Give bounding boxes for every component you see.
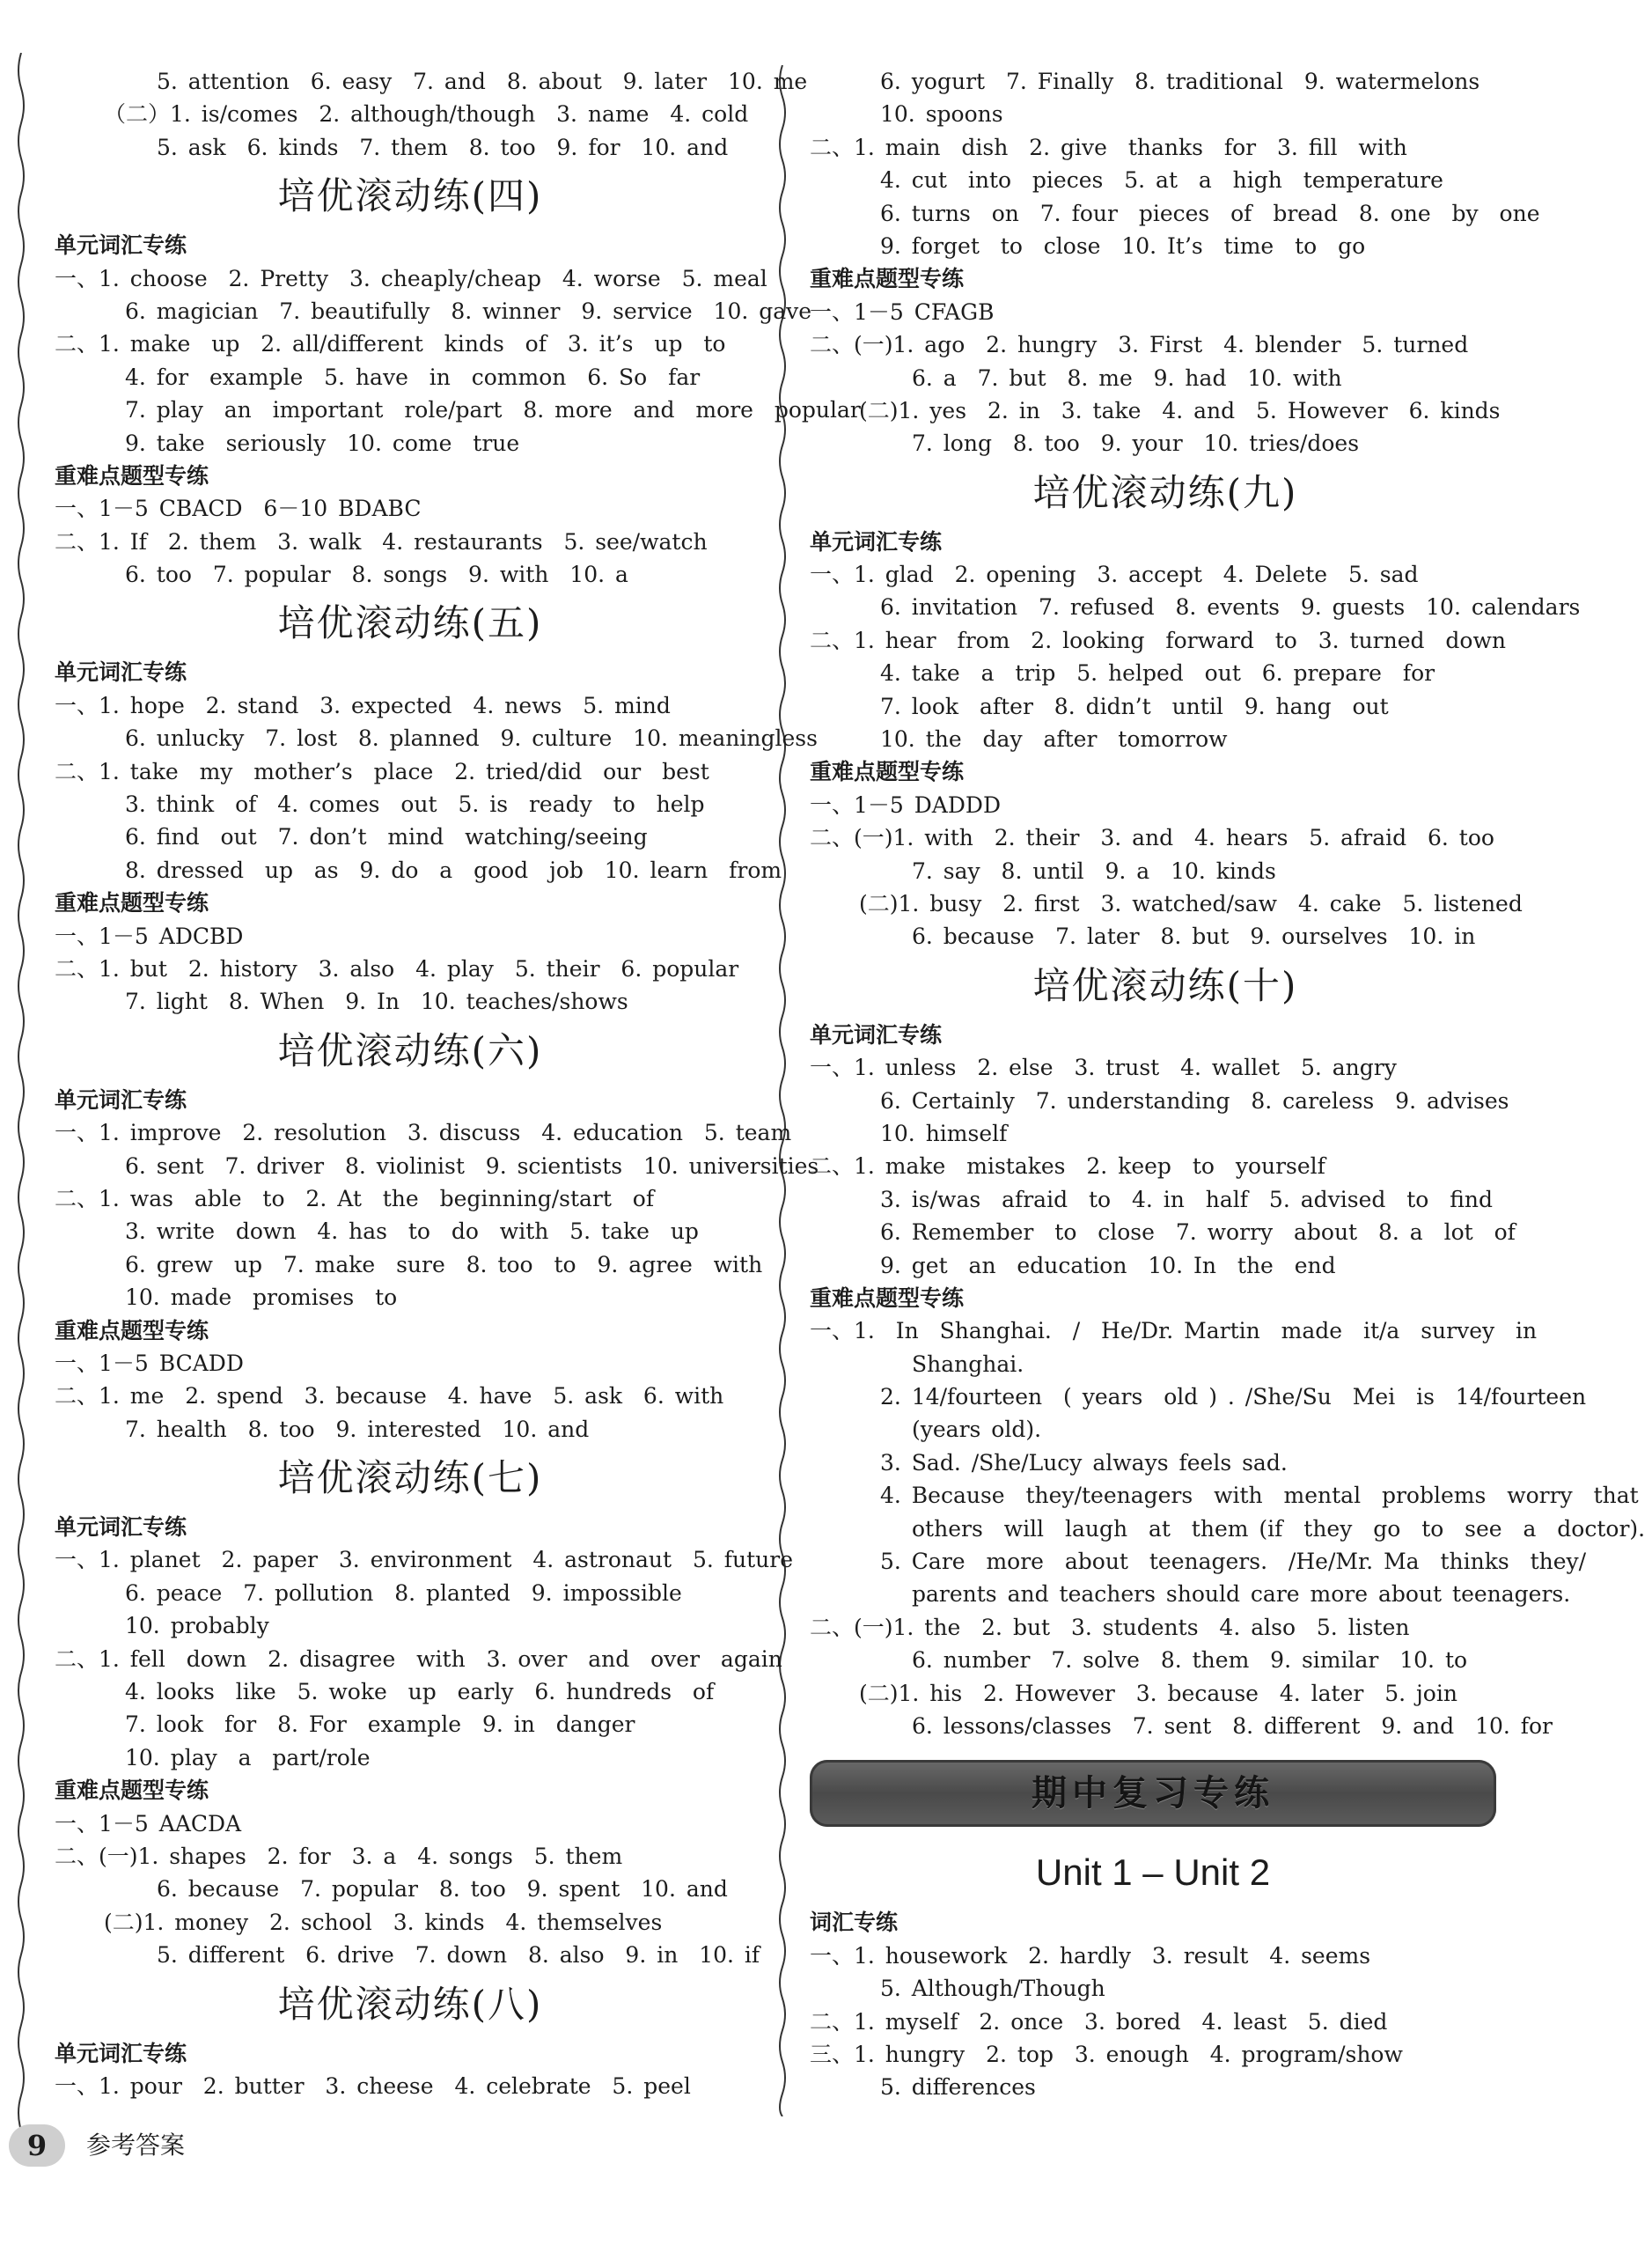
answer-line: 二、(一)1. the 2. but 3. students 4. also 5. listen bbox=[810, 1614, 1410, 1640]
answer-line: 8. dressed up as 9. do a good job 10. learn from bbox=[125, 857, 782, 883]
answer-line: 一、1. glad 2. opening 3. accept 4. Delete 5. sad bbox=[810, 562, 1419, 588]
answer-line: 10. probably bbox=[125, 1613, 269, 1639]
answer-line: 6. magician 7. beautifully 8. winner 9. service 10. gave bbox=[125, 298, 812, 324]
answer-line: 5. differences bbox=[880, 2074, 1036, 2101]
section-title-6: 培优滚动练(六) bbox=[277, 1028, 543, 1072]
answer-line: 10. himself bbox=[880, 1120, 1008, 1146]
subsection-heading: 单元词汇专练 bbox=[810, 528, 943, 555]
answer-line: 6. lessons/classes 7. sent 8. different 9. and 10. for bbox=[912, 1712, 1553, 1739]
subsection-heading: 单元词汇专练 bbox=[55, 232, 187, 259]
answer-line: parents and teachers should care more about teenagers. bbox=[912, 1581, 1571, 1608]
subsection-heading: 重难点题型专练 bbox=[55, 890, 209, 916]
answer-line: 二、1. main dish 2. give thanks for 3. fill with bbox=[810, 134, 1407, 160]
answer-line: 7. light 8. When 9. In 10. teaches/shows bbox=[125, 989, 628, 1015]
answer-line: 2. 14/fourteen ( years old ) . /She/Su Mei is 14/fourteen bbox=[880, 1384, 1587, 1410]
subsection-heading: 单元词汇专练 bbox=[810, 1021, 943, 1048]
footer-label: 参考答案 bbox=[86, 2131, 186, 2160]
answer-line: 7. health 8. too 9. interested 10. and bbox=[125, 1416, 590, 1442]
section-title-8: 培优滚动练(八) bbox=[277, 1982, 543, 2026]
answer-line: 一、1－5 ADCBD bbox=[55, 923, 244, 949]
answer-line: 7. look after 8. didn’t until 9. hang out bbox=[880, 693, 1389, 719]
answer-line: 5. Although/Though bbox=[880, 1976, 1105, 2002]
subsection-heading: 重难点题型专练 bbox=[55, 1317, 209, 1343]
subsection-heading: 单元词汇专练 bbox=[55, 659, 187, 686]
answer-line: others will laugh at them (if they go to see a doctor). bbox=[912, 1515, 1646, 1542]
answer-line: 三、1. hungry 2. top 3. enough 4. program/show bbox=[810, 2041, 1403, 2067]
answer-line: 一、1. pour 2. butter 3. cheese 4. celebrate 5. peel bbox=[55, 2072, 691, 2099]
answer-line: 6. unlucky 7. lost 8. planned 9. culture 10. meaningless bbox=[125, 725, 818, 752]
answer-line: 二、1. take my mother’s place 2. tried/did our best bbox=[55, 758, 709, 784]
answer-line: 3. is/was afraid to 4. in half 5. advised to find bbox=[880, 1186, 1494, 1212]
section-title-9: 培优滚动练(九) bbox=[1032, 470, 1298, 514]
answer-line: 一、1－5 AACDA bbox=[55, 1810, 242, 1836]
answer-line: 二、1. make mistakes 2. keep to yourself bbox=[810, 1153, 1325, 1180]
answer-line: 一、1. choose 2. Pretty 3. cheaply/cheap 4. worse 5. meal bbox=[55, 265, 767, 291]
answer-line: Shanghai. bbox=[912, 1351, 1024, 1377]
answer-line: 7. say 8. until 9. a 10. kinds bbox=[912, 858, 1276, 884]
subsection-heading: 单元词汇专练 bbox=[55, 1514, 187, 1541]
answer-line: 二、(一)1. ago 2. hungry 3. First 4. blender 5. turned bbox=[810, 332, 1469, 358]
answer-line: 4. cut into pieces 5. at a high temperature bbox=[880, 167, 1443, 194]
answer-line: 6. yogurt 7. Finally 8. traditional 9. watermelons bbox=[880, 69, 1480, 94]
answer-line: 一、1. hope 2. stand 3. expected 4. news 5. mind bbox=[55, 692, 671, 718]
answer-line: 二、1. fell down 2. disagree with 3. over and over again bbox=[55, 1645, 782, 1672]
midterm-banner bbox=[810, 1760, 1496, 1827]
answer-line: 二、1. but 2. history 3. also 4. play 5. their 6. popular bbox=[55, 955, 739, 982]
answer-line: 6. Remember to close 7. worry about 8. a lot of bbox=[880, 1219, 1516, 1246]
answer-line: 4. for example 5. have in common 6. So far bbox=[125, 364, 701, 390]
left-column bbox=[55, 65, 861, 2102]
subsection-heading: 单元词汇专练 bbox=[55, 2040, 187, 2066]
answer-line: 一、1. housework 2. hardly 3. result 4. seems bbox=[810, 1942, 1371, 1969]
answer-line: 一、1－5 BCADD bbox=[55, 1350, 244, 1376]
subsection-heading: 重难点题型专练 bbox=[810, 1284, 965, 1311]
answer-line: 6. number 7. solve 8. them 9. similar 10. to bbox=[912, 1647, 1468, 1674]
answer-line: 6. a 7. but 8. me 9. had 10. with bbox=[912, 364, 1342, 391]
answer-line: 10. play a part/role bbox=[125, 1744, 371, 1770]
column-divider bbox=[777, 65, 788, 2116]
subsection-heading: 单元词汇专练 bbox=[55, 1086, 187, 1113]
answer-line: 5. attention 6. easy 7. and 8. about 9. later 10. me bbox=[157, 69, 808, 94]
answer-line: (years old). bbox=[912, 1417, 1042, 1443]
answer-line: 一、1－5 CBACD 6－10 BDABC bbox=[55, 496, 422, 522]
answer-line: 7. play an important role/part 8. more and more popular bbox=[125, 397, 861, 423]
subsection-heading: 重难点题型专练 bbox=[55, 462, 209, 489]
answer-line: 6. because 7. popular 8. too 9. spent 10. and bbox=[157, 1876, 728, 1903]
answer-line: 6. find out 7. don’t mind watching/seeing bbox=[125, 824, 648, 850]
answer-line: 3. think of 4. comes out 5. is ready to help bbox=[125, 791, 705, 818]
answer-line: 4. looks like 5. woke up early 6. hundreds of bbox=[125, 1679, 715, 1705]
answer-line: 3. write down 4. has to do with 5. take up bbox=[125, 1218, 699, 1245]
answer-line: 一、1. improve 2. resolution 3. discuss 4. education 5. team bbox=[55, 1120, 792, 1146]
answer-line: 3. Sad. /She/Lucy always feels sad. bbox=[880, 1449, 1288, 1476]
subsection-heading: 重难点题型专练 bbox=[810, 759, 965, 785]
answer-line: (二)1. yes 2. in 3. take 4. and 5. However 6. kinds bbox=[859, 397, 1501, 423]
answer-line: 5. ask 6. kinds 7. them 8. too 9. for 10. and bbox=[157, 134, 729, 160]
answer-line: 6. because 7. later 8. but 9. ourselves 10. in bbox=[912, 924, 1476, 950]
midterm-banner-text: 期中复习专练 bbox=[1032, 1773, 1274, 1814]
answer-line: 一、1－5 CFAGB bbox=[810, 298, 995, 325]
page-number: 9 bbox=[9, 2124, 65, 2167]
answer-line: （二）1. is/comes 2. although/though 3. name 4. cold bbox=[104, 101, 749, 128]
answer-line: 二、1. myself 2. once 3. bored 4. least 5. died bbox=[810, 2008, 1388, 2035]
section-title-7: 培优滚动练(七) bbox=[277, 1456, 543, 1500]
answer-line: 二、(一)1. shapes 2. for 3. a 4. songs 5. them bbox=[55, 1843, 623, 1869]
page-footer bbox=[0, 2117, 352, 2170]
subsection-heading: 重难点题型专练 bbox=[810, 266, 965, 292]
answer-line: 6. turns on 7. four pieces of bread 8. one by one bbox=[880, 200, 1540, 226]
section-title-4: 培优滚动练(四) bbox=[277, 174, 543, 218]
answer-line: 二、1. If 2. them 3. walk 4. restaurants 5. see/watch bbox=[55, 528, 708, 555]
answer-line: 二、1. make up 2. all/different kinds of 3. it’s up to bbox=[55, 331, 726, 357]
answer-line: 二、(一)1. with 2. their 3. and 4. hears 5. afraid 6. too bbox=[810, 825, 1494, 851]
answer-line: 5. different 6. drive 7. down 8. also 9. in 10. if bbox=[157, 1942, 760, 1969]
answer-line: 4. take a trip 5. helped out 6. prepare for bbox=[880, 660, 1435, 687]
answer-line: 6. invitation 7. refused 8. events 9. guests 10. calendars bbox=[880, 594, 1581, 621]
answer-line: 一、1. planet 2. paper 3. environment 4. astronaut 5. future bbox=[55, 1547, 794, 1573]
answer-line: 二、1. me 2. spend 3. because 4. have 5. ask 6. with bbox=[55, 1383, 724, 1410]
left-border-decoration bbox=[16, 53, 26, 2131]
answer-line: 7. look for 8. For example 9. in danger bbox=[125, 1711, 635, 1738]
section-title-10: 培优滚动练(十) bbox=[1032, 963, 1298, 1007]
subsection-heading: 词汇专练 bbox=[810, 1910, 899, 1936]
answer-line: 二、1. hear from 2. looking forward to 3. turned down bbox=[810, 627, 1506, 653]
answer-line: 二、1. was able to 2. At the beginning/start of bbox=[55, 1185, 655, 1211]
unit-title: Unit 1 – Unit 2 bbox=[1035, 1851, 1271, 1894]
answer-line: (二)1. his 2. However 3. because 4. later 5. join bbox=[859, 1680, 1457, 1706]
answer-line: (二)1. money 2. school 3. kinds 4. themselves bbox=[104, 1909, 663, 1935]
answer-line: 7. long 8. too 9. your 10. tries/does bbox=[912, 431, 1360, 457]
answer-line: 一、1. unless 2. else 3. trust 4. wallet 5. angry bbox=[810, 1055, 1397, 1081]
answer-line: 6. too 7. popular 8. songs 9. with 10. a bbox=[125, 562, 628, 588]
answer-line: 10. the day after tomorrow bbox=[880, 726, 1228, 753]
answer-line: 6. grew up 7. make sure 8. too to 9. agree with bbox=[125, 1251, 763, 1277]
answer-line: 4. Because they/teenagers with mental problems worry that bbox=[880, 1483, 1639, 1509]
subsection-heading: 重难点题型专练 bbox=[55, 1778, 209, 1804]
answer-line: 9. forget to close 10. It’s time to go bbox=[880, 232, 1366, 259]
answer-line: (二)1. busy 2. first 3. watched/saw 4. cake 5. listened bbox=[859, 890, 1523, 916]
answer-line: 6. Certainly 7. understanding 8. careless 9. advises bbox=[880, 1087, 1509, 1114]
answer-line: 6. sent 7. driver 8. violinist 9. scientists 10. universities bbox=[125, 1152, 819, 1179]
answer-line: 10. spoons bbox=[880, 101, 1003, 128]
answer-line: 9. take seriously 10. come true bbox=[125, 430, 520, 456]
answer-line: 一、1－5 DADDD bbox=[810, 791, 1001, 818]
answer-line: 6. peace 7. pollution 8. planted 9. impossible bbox=[125, 1579, 682, 1606]
answer-line: 9. get an education 10. In the end bbox=[880, 1252, 1336, 1278]
section-title-5: 培优滚动练(五) bbox=[277, 601, 543, 645]
answer-line: 10. made promises to bbox=[125, 1284, 398, 1311]
answer-line: 一、1. In Shanghai. / He/Dr. Martin made it/a survey in bbox=[810, 1318, 1538, 1344]
answer-line: 5. Care more about teenagers. /He/Mr. Ma thinks they/ bbox=[880, 1549, 1587, 1575]
right-column bbox=[810, 65, 1646, 2104]
